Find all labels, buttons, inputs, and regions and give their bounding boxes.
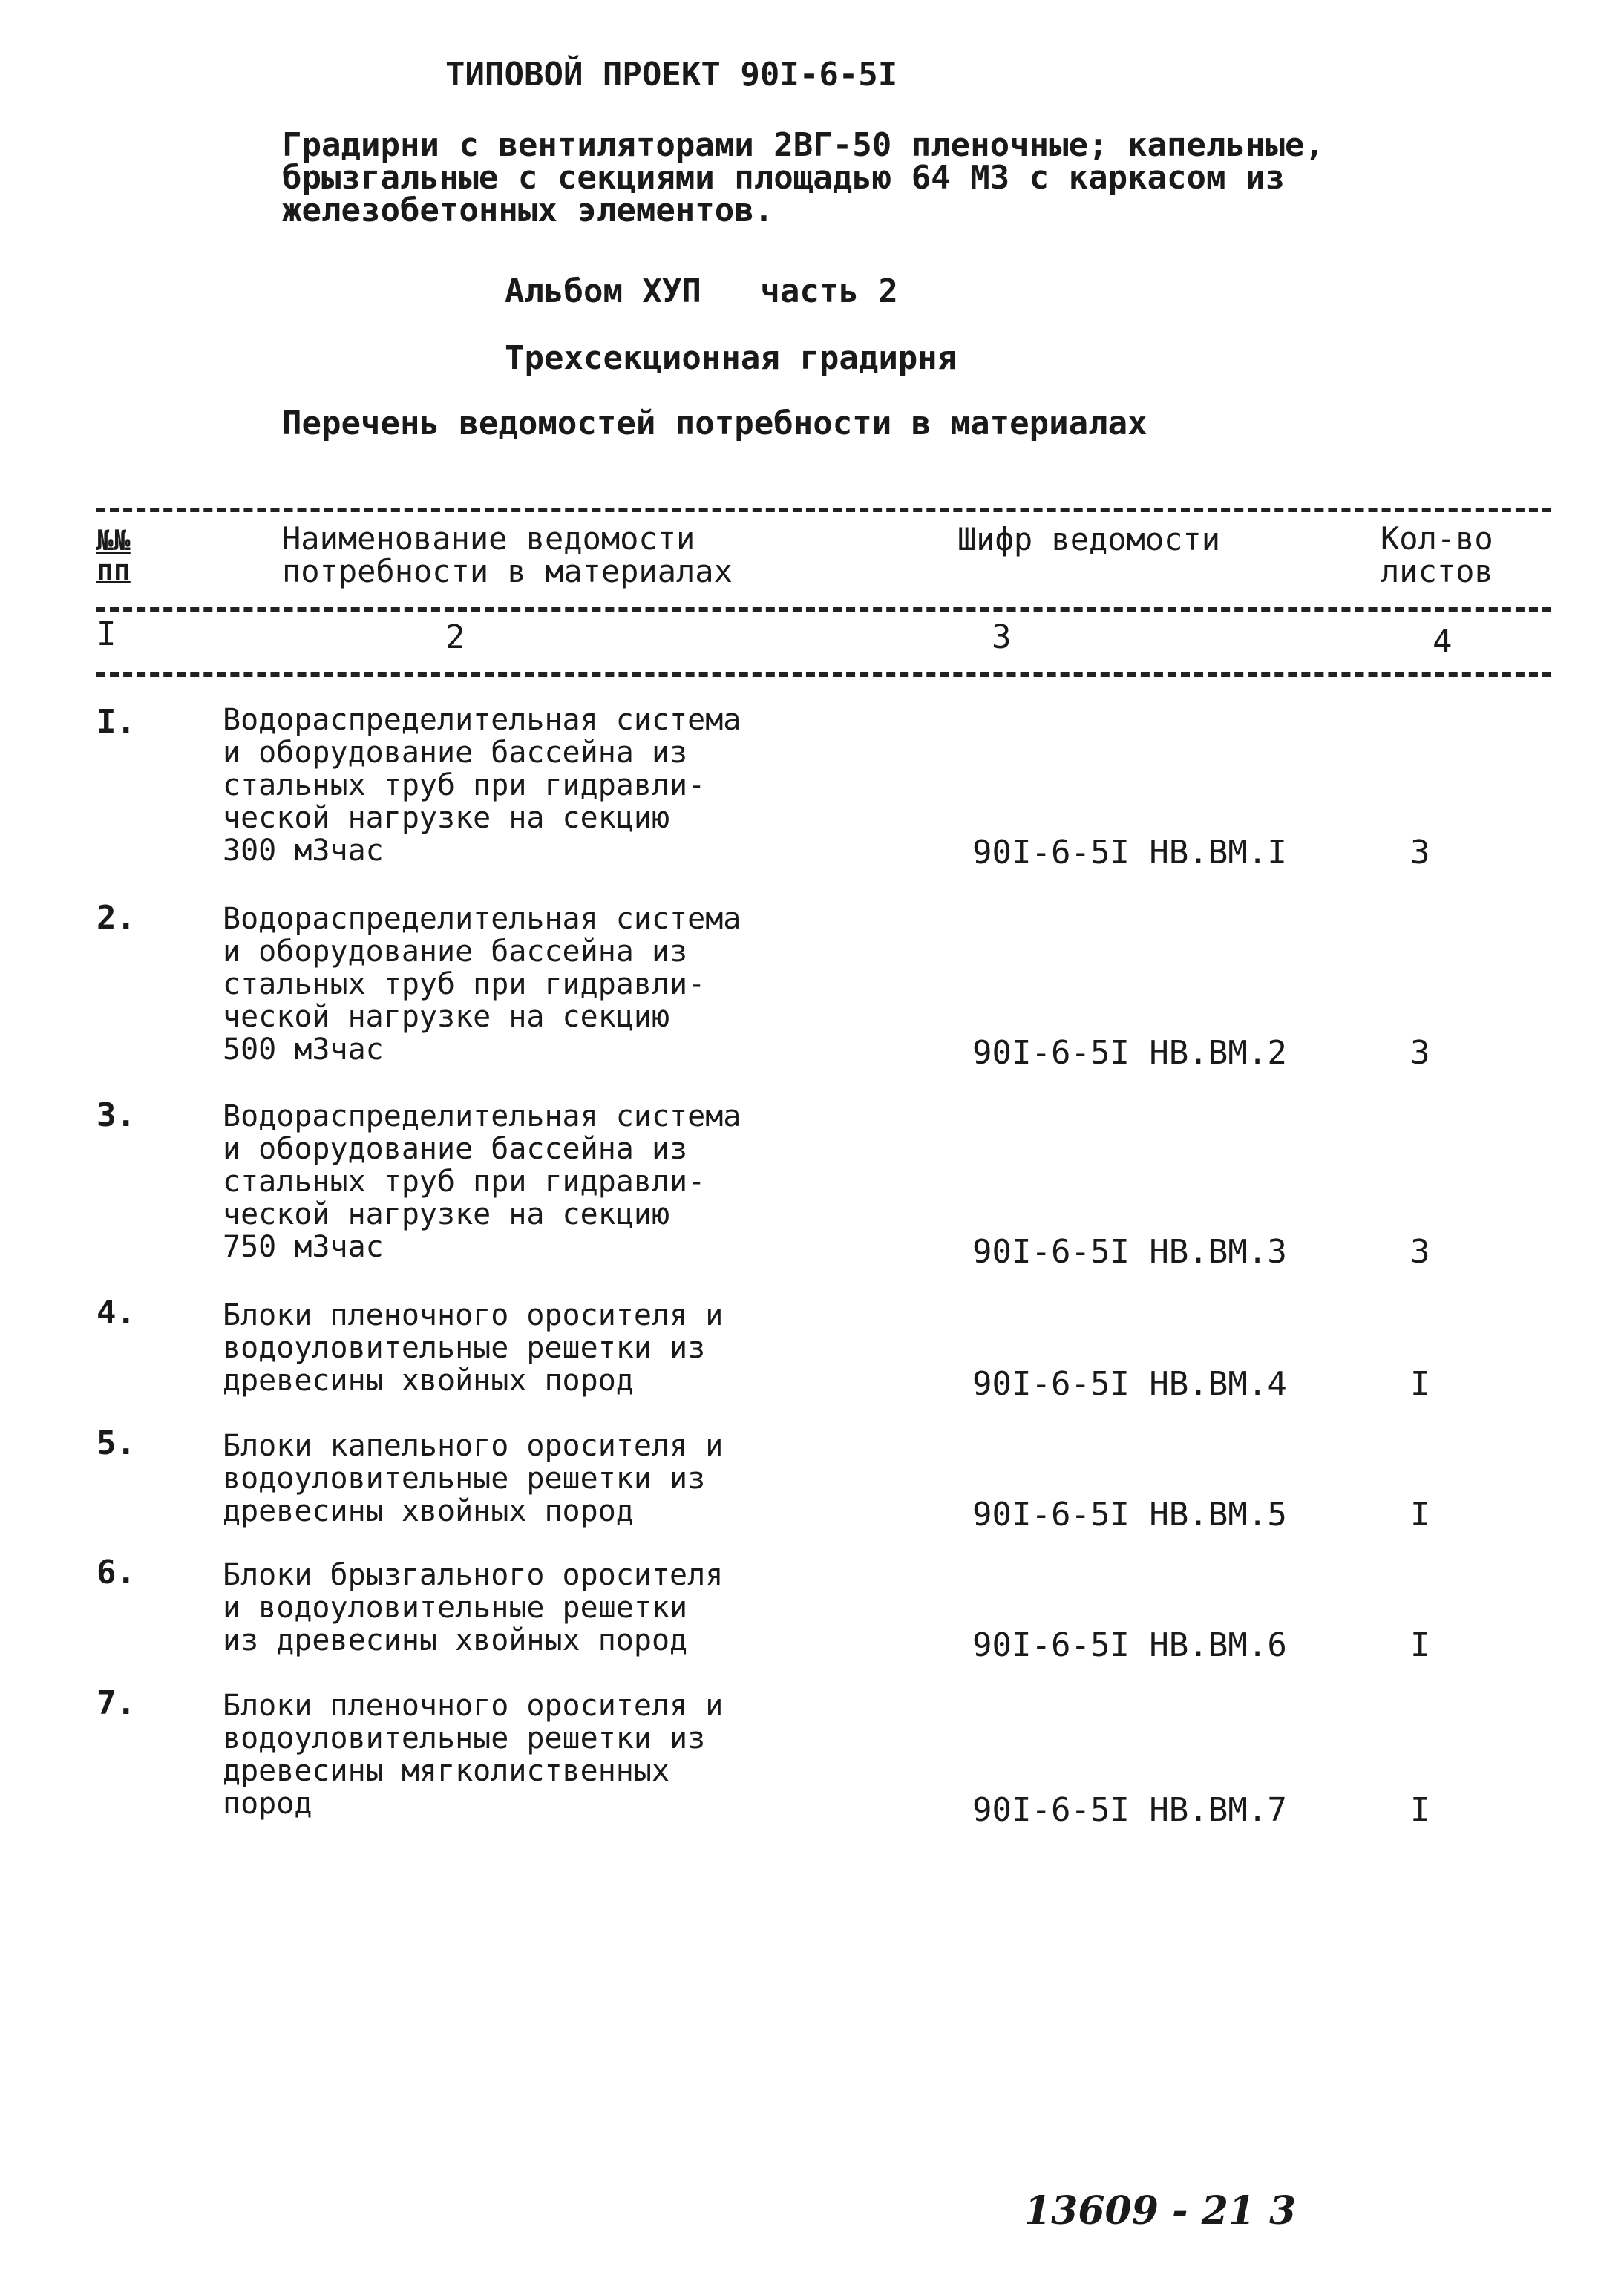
row-number: 3. (96, 1096, 136, 1134)
page-number: 3 (1269, 2188, 1297, 2233)
row-number: 5. (96, 1424, 136, 1462)
document-stamp: 13609 - 21 (1024, 2188, 1256, 2233)
table-rule-mid (96, 607, 1551, 612)
row-code: 90I-6-5I НВ.ВМ.I (972, 834, 1287, 871)
header-col-qty: Кол-во листов (1381, 520, 1493, 589)
project-description: Градирни с вентиляторами 2ВГ-50 пленочные; капельные, брызгальные с секциями площадью 64 М3 с каркасом из железобетонных элементов. (282, 126, 1324, 229)
header-col-name: Наименование ведомости потребности в материалах (282, 520, 733, 589)
row-qty: I (1410, 1365, 1430, 1403)
row-name: Водораспределительная система и оборудование бассейна из стальных труб при гидравли- ческой нагрузке на секцию 750 м3час (223, 1099, 741, 1264)
header-col-code: Шифр ведомости (957, 521, 1221, 557)
subtitle: Трехсекционная градирня (505, 339, 957, 377)
row-name: Водораспределительная система и оборудование бассейна из стальных труб при гидравли- ческой нагрузке на секцию 300 м3час (223, 703, 741, 868)
row-qty: 3 (1410, 834, 1430, 871)
header-col-number: №№ пп (96, 524, 131, 586)
row-qty: I (1410, 1626, 1430, 1664)
row-number: 6. (96, 1554, 136, 1591)
row-qty: 3 (1410, 1034, 1430, 1072)
row-qty: I (1410, 1496, 1430, 1534)
row-qty: I (1410, 1791, 1430, 1829)
col-number-3: 3 (992, 618, 1012, 656)
row-number: 7. (96, 1684, 136, 1722)
row-name: Блоки брызгального оросителя и водоуловительные решетки из древесины хвойных пород (223, 1558, 724, 1657)
row-code: 90I-6-5I НВ.ВМ.6 (972, 1626, 1287, 1664)
col-number-2: 2 (445, 618, 465, 656)
table-rule-top (96, 508, 1551, 512)
row-code: 90I-6-5I НВ.ВМ.7 (972, 1791, 1287, 1829)
project-title: ТИПОВОЙ ПРОЕКТ 90I-6-5I (445, 56, 898, 94)
row-name: Блоки пленочного оросителя и водоуловительные решетки из древесины мягколиственных пород (223, 1689, 724, 1821)
row-number: 4. (96, 1294, 136, 1332)
row-code: 90I-6-5I НВ.ВМ.4 (972, 1365, 1287, 1403)
album-label: Альбом ХУП часть 2 (505, 272, 898, 310)
col-number-4: 4 (1433, 623, 1453, 661)
list-title: Перечень ведомостей потребности в материалах (282, 405, 1147, 442)
row-name: Блоки капельного оросителя и водоуловительные решетки из древесины хвойных пород (223, 1429, 724, 1528)
row-name: Блоки пленочного оросителя и водоуловительные решетки из древесины хвойных пород (223, 1298, 724, 1398)
row-number: I. (96, 703, 136, 741)
row-qty: 3 (1410, 1233, 1430, 1271)
row-number: 2. (96, 899, 136, 937)
row-name: Водораспределительная система и оборудование бассейна из стальных труб при гидравли- ческой нагрузке на секцию 500 м3час (223, 902, 741, 1067)
row-code: 90I-6-5I НВ.ВМ.2 (972, 1034, 1287, 1072)
col-number-1: I (96, 615, 117, 653)
row-code: 90I-6-5I НВ.ВМ.3 (972, 1233, 1287, 1271)
table-rule-bottom (96, 672, 1551, 677)
row-code: 90I-6-5I НВ.ВМ.5 (972, 1496, 1287, 1534)
